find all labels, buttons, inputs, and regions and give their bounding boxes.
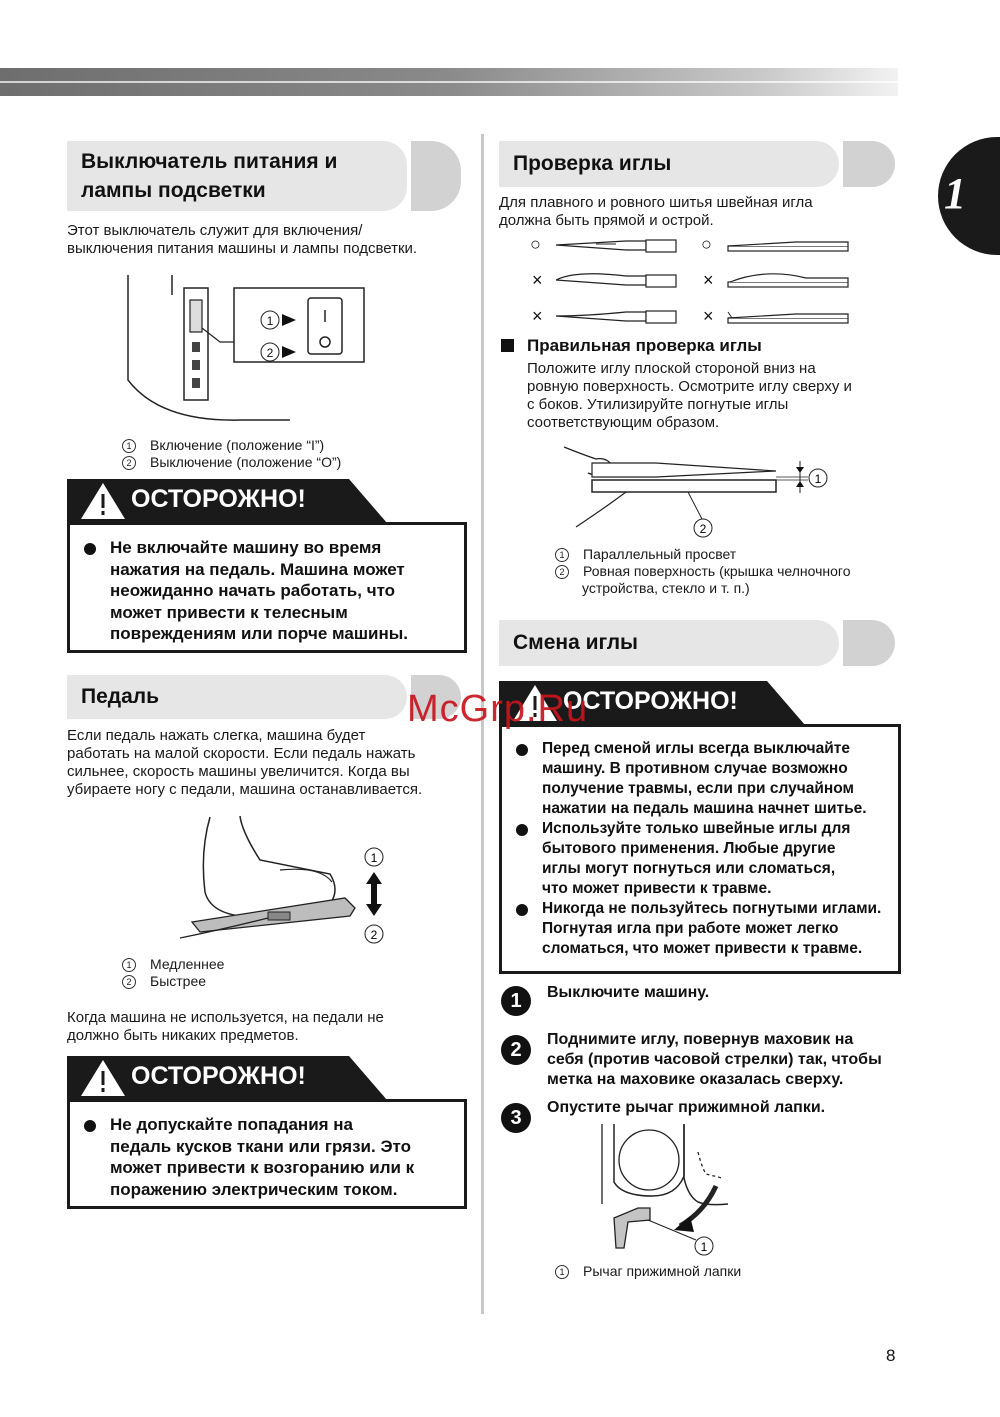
- step-2-text: Поднимите иглу, повернув маховик на себя (против часовой стрелки) так, чтобы метка на маховике оказалась сверху.: [547, 1031, 882, 1088]
- needle-change-title: Смена иглы: [513, 631, 638, 654]
- caution-item: Не допускайте попадания на педаль кусков ткани или грязи. Это может привести к возгоранию или к поражению электрическим током.: [70, 1102, 464, 1200]
- legend-item: 2 Выключение (положение “O”): [122, 454, 341, 471]
- bullet-icon: [84, 1120, 96, 1132]
- caution-box: [499, 724, 901, 974]
- power-section-heading: [67, 141, 407, 211]
- bad-mark: ×: [703, 270, 714, 290]
- pedal-callout-1: 1: [370, 851, 378, 865]
- pedal-illustration: [180, 812, 395, 947]
- legend-item: 1 Включение (положение “I”): [122, 437, 341, 454]
- needle-flat-illustration: [556, 437, 836, 542]
- needle-check-description: Для плавного и ровного шитья швейная игла должна быть прямой и острой.: [499, 194, 813, 229]
- needle-check-heading: [499, 141, 839, 187]
- power-description: Этот выключатель служит для включения/ выключения питания машины и лампы подсветки.: [67, 222, 418, 257]
- caution-banner: [67, 1056, 387, 1100]
- good-mark: ○: [701, 234, 712, 254]
- good-mark: ○: [530, 234, 541, 254]
- legend-item: 1 Параллельный просвет: [555, 546, 850, 563]
- needle-change-heading: [499, 620, 839, 666]
- pedal-callout-2: 2: [370, 928, 378, 942]
- legend-item: 1 Медленнее: [122, 956, 224, 973]
- caution-label: ОСТОРОЖНО!: [563, 687, 738, 715]
- caution-banner: [67, 479, 387, 523]
- caution-list: [502, 727, 898, 959]
- heading-cap: [843, 141, 895, 187]
- pedal-description: Если педаль нажать слегка, машина будет работать на малой скорости. Если педаль нажать сильнее, скорость машины увеличится. Когда вы убираете ногу с педали, машина останавливается.: [67, 727, 423, 798]
- step-number-2: 2: [501, 1035, 531, 1065]
- bullet-icon: [516, 824, 528, 836]
- watermark: McGrp.Ru: [407, 688, 589, 730]
- caution-label: ОСТОРОЖНО!: [131, 1062, 306, 1090]
- bad-mark: ×: [703, 306, 714, 326]
- lever-legend: [555, 1263, 741, 1280]
- needle-callout-1: 1: [814, 472, 822, 486]
- needle-callout-2: 2: [699, 522, 707, 536]
- caution-item: Перед сменой иглы всегда выключайте машину. В противном случае возможно получение травмы, если при случайном нажатии на педаль машина начнет шитье.: [502, 739, 898, 819]
- bad-mark: ×: [532, 306, 543, 326]
- caution-item: Не включайте машину во время нажатия на педаль. Машина может неожиданно начать работать, что может привести к телесным повреждениям или порче машины.: [70, 525, 464, 645]
- legend-item-cont: устройства, стекло и т. п.): [582, 580, 750, 596]
- legend-item: 2 Быстрее: [122, 973, 224, 990]
- step-number-3: 3: [501, 1103, 531, 1133]
- step-number-1: 1: [501, 986, 531, 1016]
- subsection-title: Правильная проверка иглы: [499, 336, 909, 356]
- caution-label: ОСТОРОЖНО!: [131, 485, 306, 513]
- pedal-title: Педаль: [81, 685, 160, 708]
- caution-box: [67, 522, 467, 653]
- legend-item: 1 Рычаг прижимной лапки: [555, 1263, 741, 1280]
- step-3-text: Опустите рычаг прижимной лапки.: [547, 1099, 826, 1116]
- caution-box: [67, 1099, 467, 1209]
- subsection-text: Положите иглу плоской стороной вниз на ровную поверхность. Осмотрите иглу сверху и с боков. Утилизируйте погнутые иглы соответствующим образом.: [527, 360, 852, 431]
- power-callout-1: 1: [266, 314, 274, 328]
- bullet-icon: [84, 543, 96, 555]
- pedal-section-heading: [67, 675, 407, 719]
- heading-cap: [411, 141, 461, 211]
- legend-item: 2 Ровная поверхность (крышка челночного: [555, 563, 850, 580]
- power-title-line2: лампы подсветки: [81, 179, 266, 202]
- needle-subsection: [499, 336, 909, 432]
- caution-item: Никогда не пользуйтесь погнутыми иглами. Погнутая игла при работе может легко сломаться, что может привести к травме.: [502, 899, 898, 959]
- pedal-legend: [122, 956, 224, 990]
- power-legend: [122, 437, 341, 471]
- chapter-number: 1: [944, 169, 966, 218]
- bullet-icon: [516, 904, 528, 916]
- caution-item: Используйте только швейные иглы для бытового применения. Любые другие иглы могут погнуться или сломаться, что может привести к травме.: [502, 819, 898, 899]
- bullet-icon: [516, 744, 528, 756]
- presser-lever-illustration: [598, 1122, 738, 1262]
- header-bar: [0, 68, 898, 96]
- lever-callout-1: 1: [700, 1240, 708, 1254]
- needle-drawings: [556, 232, 856, 332]
- needle-comparison-grid: [528, 232, 858, 332]
- needle-check-title: Проверка иглы: [513, 152, 672, 175]
- needle-legend: [555, 546, 850, 597]
- heading-cap: [843, 620, 895, 666]
- power-callout-2: 2: [266, 346, 274, 360]
- square-bullet-icon: [501, 339, 514, 352]
- step-1-text: Выключите машину.: [547, 984, 710, 1001]
- power-switch-illustration: [120, 270, 380, 430]
- bad-mark: ×: [532, 270, 543, 290]
- page-number: 8: [886, 1346, 896, 1365]
- pedal-note: Когда машина не используется, на педали не должно быть никаких предметов.: [67, 1009, 384, 1044]
- power-title-line1: Выключатель питания и: [81, 150, 338, 173]
